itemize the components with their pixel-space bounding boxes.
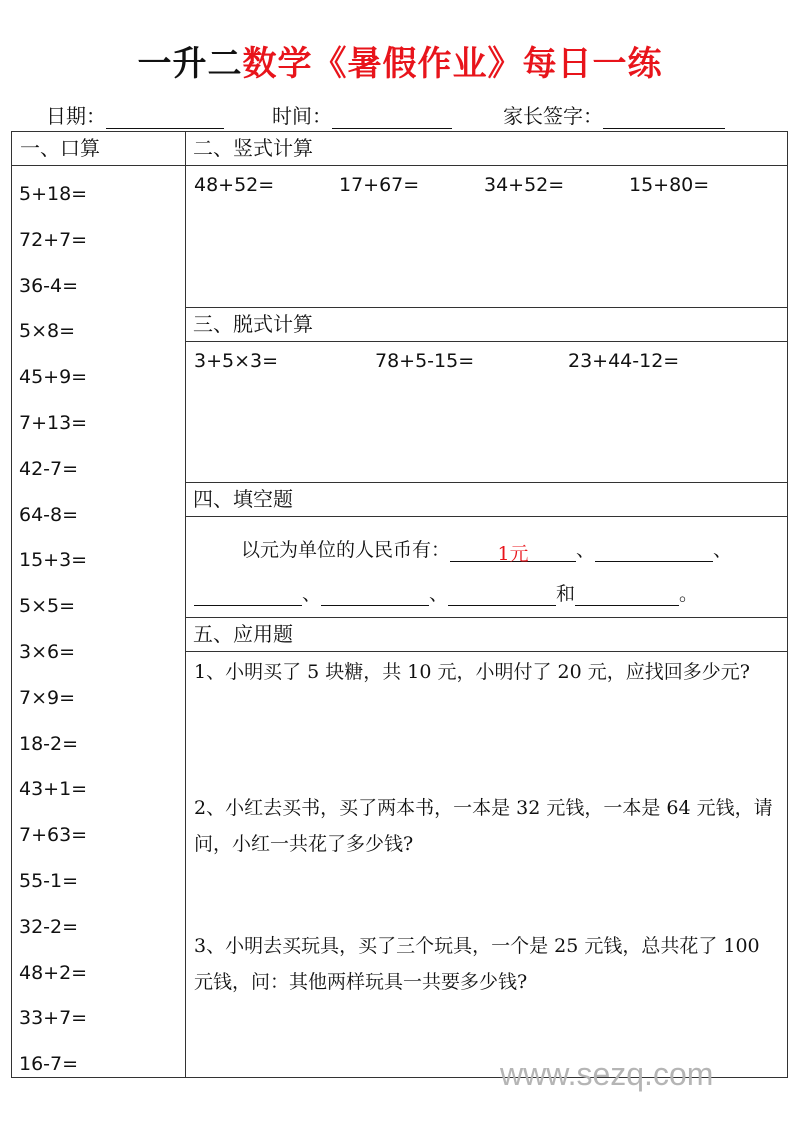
stepwise-calc-item: 78+5-15= (375, 350, 475, 372)
vertical-calc-item: 17+67= (339, 174, 420, 196)
vertical-calc-section (185, 132, 787, 308)
stepwise-calc-section (185, 308, 787, 483)
separator: 、 (713, 539, 733, 561)
fill-blank-section (185, 483, 787, 618)
stepwise-calc-item: 3+5×3= (194, 350, 279, 372)
watermark: www.sezq.com (500, 1056, 714, 1092)
vertical-calc-item: 34+52= (484, 174, 565, 196)
vertical-calc-item: 48+52= (194, 174, 275, 196)
fill-blank-slot[interactable] (194, 583, 302, 606)
word-problem-header: 五、应用题 (185, 618, 787, 652)
mental-math-header: 一、口算 (12, 132, 185, 166)
fill-blank-prompt: 以元为单位的人民币有： (241, 539, 451, 561)
info-line (46, 100, 766, 130)
mental-math-item: 36-4= (19, 274, 79, 297)
time-label: 时间： (272, 104, 332, 128)
mental-math-item: 72+7= (19, 228, 88, 251)
mental-math-item: 16-7= (19, 1053, 79, 1076)
mental-math-item: 32-2= (19, 915, 79, 938)
separator: 、 (429, 583, 449, 605)
mental-math-item: 5+18= (19, 183, 88, 205)
mental-math-item: 18-2= (19, 732, 79, 755)
date-field[interactable] (46, 100, 224, 129)
fill-blank-slot[interactable] (321, 583, 429, 606)
mental-math-item: 3×6= (19, 641, 76, 663)
word-problem-1: 1、小明买了 5 块糖，共 10 元，小明付了 20 元，应找回多少元? (194, 661, 750, 683)
fill-blank-line-1 (241, 535, 733, 565)
signature-blank[interactable] (603, 108, 725, 129)
right-column (185, 132, 787, 1077)
date-label: 日期： (46, 104, 106, 128)
fill-blank-answer[interactable]: 1元 (450, 539, 576, 562)
time-blank[interactable] (332, 108, 452, 129)
and-text: 和 (556, 583, 576, 605)
mental-math-item: 48+2= (19, 961, 88, 984)
time-field[interactable] (272, 100, 452, 129)
mental-math-item: 55-1= (19, 870, 79, 892)
mental-math-item: 7+63= (19, 824, 88, 847)
vertical-calc-item: 15+80= (629, 174, 710, 196)
signature-field[interactable] (503, 100, 725, 129)
mental-math-item: 43+1= (19, 778, 88, 801)
mental-math-item: 5×8= (19, 320, 76, 343)
fill-blank-slot[interactable] (575, 583, 679, 606)
mental-math-item: 5×5= (19, 595, 76, 618)
vertical-calc-header: 二、竖式计算 (185, 132, 787, 166)
mental-math-item: 42-7= (19, 457, 79, 480)
stepwise-calc-item: 23+44-12= (568, 350, 680, 372)
mental-math-item: 45+9= (19, 366, 88, 389)
fill-blank-line-2 (194, 579, 698, 606)
fill-blank-slot[interactable] (595, 539, 713, 562)
fill-blank-header: 四、填空题 (185, 483, 787, 517)
title-grade: 一升二 (137, 44, 243, 84)
word-problem-3: 3、小明去买玩具，买了三个玩具，一个是 25 元钱，总共花了 100 元钱，问：其他两样玩具一共要多少钱? (194, 935, 760, 993)
stepwise-calc-header: 三、脱式计算 (185, 308, 787, 342)
mental-math-item: 7+13= (19, 412, 88, 434)
worksheet-title (0, 36, 800, 85)
mental-math-item: 33+7= (19, 1007, 88, 1030)
period: 。 (679, 583, 699, 605)
signature-label: 家长签字： (503, 104, 603, 128)
fill-blank-slot[interactable] (448, 583, 556, 606)
date-blank[interactable] (106, 108, 224, 129)
mental-math-item: 7×9= (19, 686, 76, 709)
word-problem-section (185, 618, 787, 1077)
title-subject: 数学《暑假作业》 (242, 44, 523, 84)
mental-math-item: 64-8= (19, 503, 79, 526)
word-problem-2: 2、小红去买书，买了两本书，一本是 32 元钱，一本是 64 元钱，请问，小红一共花了多少钱? (194, 797, 773, 855)
title-daily: 每日一练 (522, 44, 663, 84)
separator: 、 (302, 583, 322, 605)
worksheet-table (11, 131, 788, 1078)
separator: 、 (576, 539, 596, 561)
mental-math-item: 15+3= (19, 549, 88, 572)
mental-math-column (12, 132, 186, 1077)
